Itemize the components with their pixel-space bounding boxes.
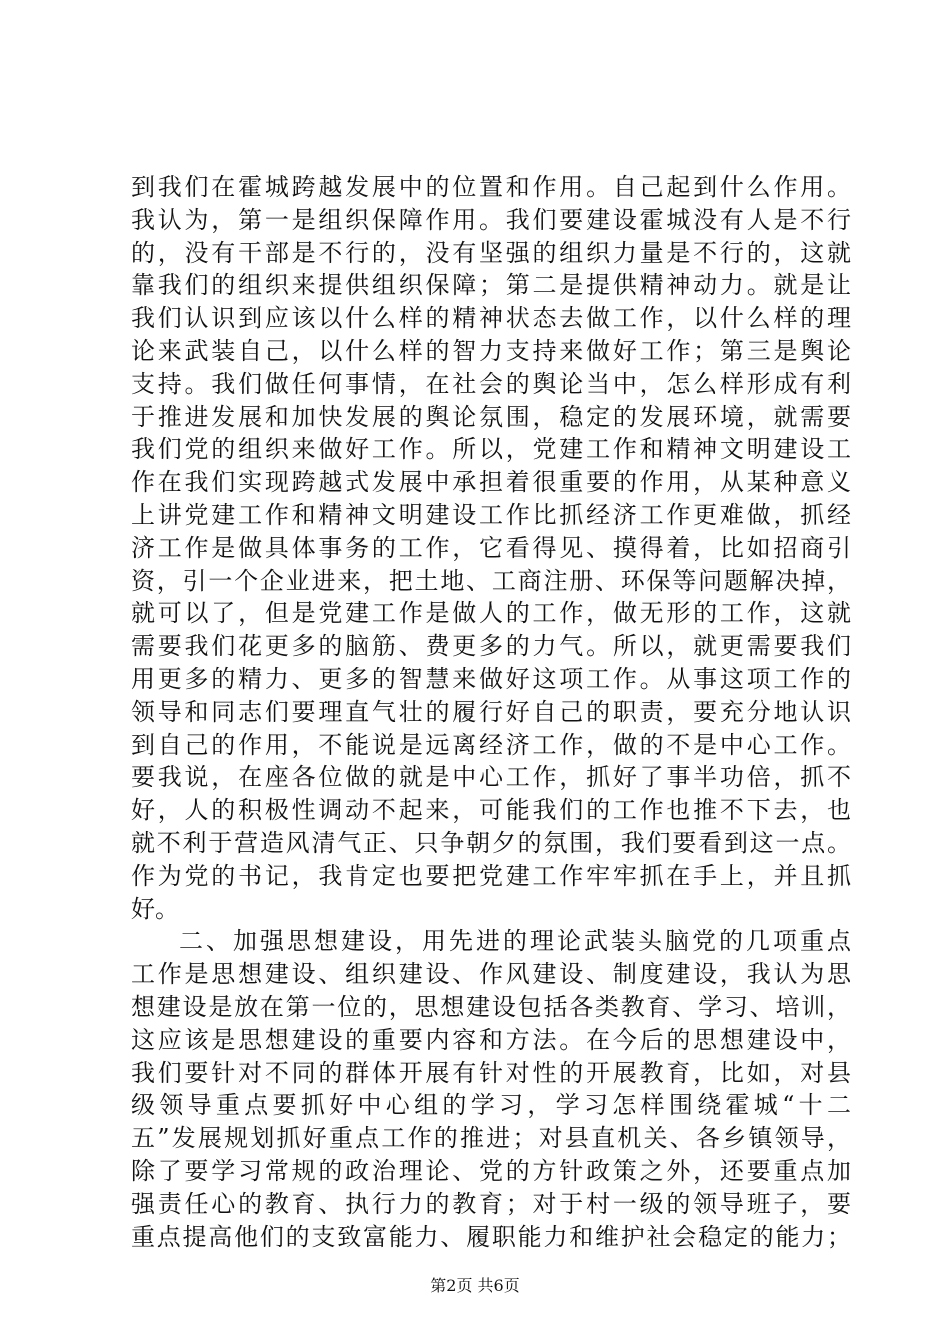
text-line: 就不利于营造风清气正、只争朝夕的氛围，我们要看到这一点。 (131, 828, 851, 857)
text-line: 这应该是思想建设的重要内容和方法。在今后的思想建设中， (131, 1025, 851, 1054)
body-text (131, 171, 851, 1253)
text-line: 用更多的精力、更多的智慧来做好这项工作。从事这项工作的 (131, 664, 851, 693)
text-line: 我们认识到应该以什么样的精神状态去做工作，以什么样的理 (131, 304, 851, 333)
text-line: 我认为，第一是组织保障作用。我们要建设霍城没有人是不行 (131, 205, 851, 234)
text-line: 领导和同志们要理直气壮的履行好自己的职责，要充分地认识 (131, 697, 851, 726)
text-line: 除了要学习常规的政治理论、党的方针政策之外，还要重点加 (131, 1156, 851, 1185)
section-heading-line: 二、加强思想建设，用先进的理论武装头脑党的几项重点 (179, 927, 851, 956)
text-line: 的，没有干部是不行的，没有坚强的组织力量是不行的，这就 (131, 238, 851, 267)
text-line: 五”发展规划抓好重点工作的推进；对县直机关、各乡镇领导， (131, 1124, 851, 1153)
text-line: 上讲党建工作和精神文明建设工作比抓经济工作更难做，抓经 (131, 500, 851, 529)
text-line: 作为党的书记，我肯定也要把党建工作牢牢抓在手上，并且抓 (131, 861, 851, 890)
text-line: 于推进发展和加快发展的舆论氛围，稳定的发展环境，就需要 (131, 402, 851, 431)
text-line: 济工作是做具体事务的工作，它看得见、摸得着，比如招商引 (131, 533, 851, 562)
text-line: 就可以了，但是党建工作是做人的工作，做无形的工作，这就 (131, 599, 851, 628)
text-line: 作在我们实现跨越式发展中承担着很重要的作用，从某种意义 (131, 468, 851, 497)
text-line: 需要我们花更多的脑筋、费更多的力气。所以，就更需要我们 (131, 632, 851, 661)
text-line: 资，引一个企业进来，把土地、工商注册、环保等问题解决掉， (131, 566, 851, 595)
text-line: 好。 (131, 894, 179, 923)
text-line: 支持。我们做任何事情，在社会的舆论当中，怎么样形成有利 (131, 369, 851, 398)
text-line: 重点提高他们的支致富能力、履职能力和维护社会稳定的能力； (131, 1222, 851, 1251)
text-line: 好，人的积极性调动不起来，可能我们的工作也推不下去，也 (131, 796, 851, 825)
text-line: 强责任心的教育、执行力的教育；对于村一级的领导班子，要 (131, 1189, 851, 1218)
text-line: 我们党的组织来做好工作。所以，党建工作和精神文明建设工 (131, 435, 851, 464)
text-line: 级领导重点要抓好中心组的学习，学习怎样围绕霍城“十二 (131, 1091, 851, 1120)
text-line: 要我说，在座各位做的就是中心工作，抓好了事半功倍，抓不 (131, 763, 851, 792)
text-line: 我们要针对不同的群体开展有针对性的开展教育，比如，对县 (131, 1058, 851, 1087)
text-line: 靠我们的组织来提供组织保障；第二是提供精神动力。就是让 (131, 271, 851, 300)
text-line: 工作是思想建设、组织建设、作风建设、制度建设，我认为思 (131, 960, 851, 989)
text-line: 论来武装自己，以什么样的智力支持来做好工作；第三是舆论 (131, 336, 851, 365)
text-line: 到我们在霍城跨越发展中的位置和作用。自己起到什么作用。 (131, 173, 851, 201)
page-number-footer: 第2页 共6页 (430, 1276, 520, 1295)
text-line: 想建设是放在第一位的，思想建设包括各类教育、学习、培训， (131, 992, 851, 1021)
text-line: 到自己的作用，不能说是远离经济工作，做的不是中心工作。 (131, 730, 851, 759)
